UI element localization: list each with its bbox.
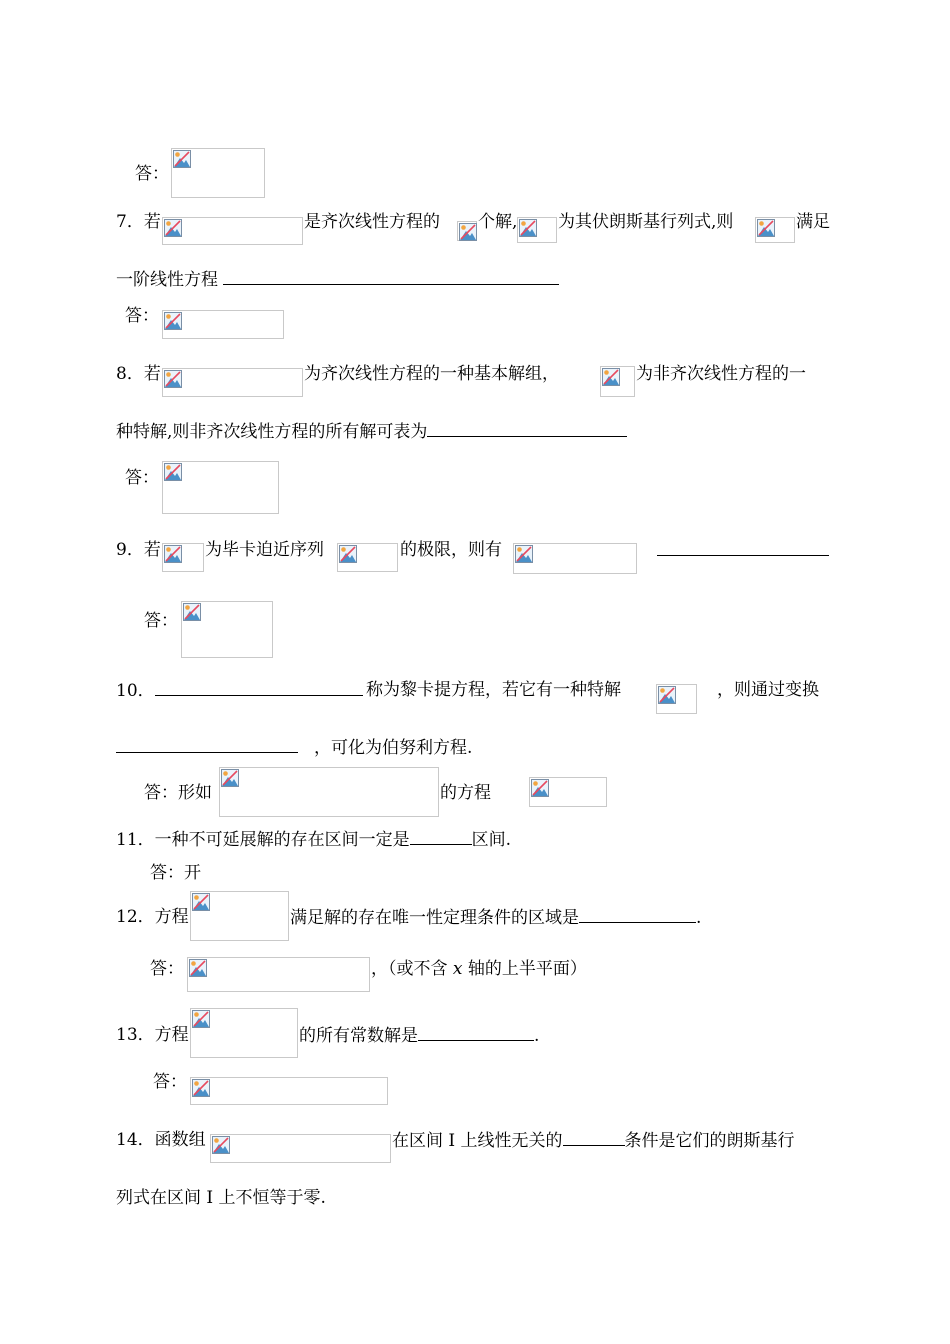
q11-answer: 答：开 bbox=[150, 863, 201, 883]
formula-image bbox=[190, 891, 289, 941]
broken-image-icon bbox=[339, 545, 357, 563]
broken-image-icon bbox=[519, 219, 537, 237]
question-text: 称为黎卡提方程，若它有一种特解 bbox=[366, 680, 621, 700]
formula-image bbox=[529, 777, 607, 807]
formula-image bbox=[656, 684, 697, 714]
q13-answer-label: 答： bbox=[153, 1072, 187, 1092]
q9-answer-label: 答： bbox=[144, 611, 178, 631]
broken-image-icon bbox=[221, 769, 239, 787]
question-8-line1: 8．若 bbox=[116, 364, 161, 384]
question-text: 为非齐次线性方程的一 bbox=[636, 364, 806, 384]
question-text: 个解, bbox=[478, 212, 518, 232]
formula-image bbox=[517, 217, 557, 243]
q10-answer-text: 的方程 bbox=[440, 783, 491, 803]
answer-blank bbox=[563, 1129, 625, 1146]
broken-image-icon bbox=[173, 150, 191, 168]
question-text: 满足 bbox=[796, 212, 830, 232]
question-10-line1: 10． bbox=[116, 679, 363, 702]
q10-answer-label: 答：形如 bbox=[144, 783, 212, 803]
formula-image bbox=[162, 217, 303, 245]
question-text: ，则通过变换 bbox=[717, 680, 819, 700]
formula-image bbox=[171, 148, 265, 198]
broken-image-icon bbox=[164, 312, 182, 330]
question-10-line2: ，可化为伯努利方程. bbox=[116, 736, 472, 759]
question-11: 11．一种不可延展解的存在区间一定是 区间. bbox=[116, 830, 512, 850]
formula-image bbox=[187, 957, 370, 992]
answer-blank bbox=[579, 906, 696, 923]
answer-blank-line bbox=[657, 539, 829, 562]
question-text: 为毕卡迫近序列 bbox=[205, 540, 324, 560]
formula-image bbox=[219, 767, 439, 817]
formula-image bbox=[181, 601, 273, 658]
broken-image-icon bbox=[757, 219, 775, 237]
broken-image-icon bbox=[189, 959, 207, 977]
answer-blank bbox=[155, 679, 363, 696]
formula-image bbox=[162, 461, 279, 514]
broken-image-icon bbox=[164, 370, 182, 388]
broken-image-icon bbox=[515, 545, 533, 563]
formula-image bbox=[210, 1134, 391, 1163]
question-9-line1: 9．若 bbox=[116, 540, 161, 560]
question-14-line2: 列式在区间 I 上不恒等于零. bbox=[116, 1188, 326, 1208]
formula-image bbox=[513, 543, 637, 574]
broken-image-icon bbox=[164, 219, 182, 237]
broken-image-icon bbox=[531, 779, 549, 797]
q8-answer-label: 答： bbox=[125, 468, 159, 488]
broken-image-icon bbox=[192, 1079, 210, 1097]
formula-image bbox=[162, 368, 303, 397]
answer-blank bbox=[410, 828, 472, 845]
broken-image-icon bbox=[192, 1010, 210, 1028]
question-text: 在区间 I 上线性无关的 条件是它们的朗斯基行 bbox=[392, 1131, 795, 1151]
question-text: 为齐次线性方程的一种基本解组， bbox=[304, 364, 559, 384]
broken-image-icon bbox=[183, 603, 201, 621]
question-7-line2: 一阶线性方程 bbox=[116, 268, 559, 291]
answer-blank bbox=[116, 736, 298, 753]
broken-image-icon bbox=[602, 368, 620, 386]
q12-answer-note: ，（或不含 x 轴的上半平面） bbox=[371, 959, 587, 979]
question-8-line2: 种特解,则非齐次线性方程的所有解可表为 bbox=[116, 420, 627, 443]
q6-answer-label: 答： bbox=[135, 164, 169, 184]
answer-blank bbox=[427, 420, 627, 437]
formula-image bbox=[600, 366, 635, 397]
question-text: 的所有常数解是 . bbox=[299, 1026, 540, 1046]
broken-image-icon bbox=[164, 545, 182, 563]
formula-image bbox=[190, 1008, 298, 1058]
question-text: 满足解的存在唯一性定理条件的区域是 . bbox=[290, 908, 702, 928]
formula-image bbox=[162, 310, 284, 339]
formula-image bbox=[162, 543, 204, 572]
question-14-line1: 14．函数组 bbox=[116, 1130, 206, 1150]
broken-image-icon bbox=[658, 686, 676, 704]
q12-answer-label: 答： bbox=[150, 959, 184, 979]
answer-blank bbox=[223, 268, 559, 285]
broken-image-icon bbox=[192, 893, 210, 911]
question-7-line1: 7．若 bbox=[116, 212, 161, 232]
broken-image-icon bbox=[164, 463, 182, 481]
formula-image bbox=[755, 217, 795, 243]
formula-image bbox=[457, 221, 477, 241]
formula-image bbox=[190, 1077, 388, 1105]
question-text: 为其伏朗斯基行列式,则 bbox=[558, 212, 734, 232]
question-text: 的极限，则有 bbox=[400, 540, 502, 560]
q7-answer-label: 答： bbox=[125, 306, 159, 326]
question-text: 是齐次线性方程的 bbox=[304, 212, 440, 232]
question-12-line1: 12．方程 bbox=[116, 907, 189, 927]
question-13-line1: 13．方程 bbox=[116, 1025, 189, 1045]
broken-image-icon bbox=[212, 1136, 230, 1154]
formula-image bbox=[337, 543, 398, 572]
broken-image-icon bbox=[459, 223, 477, 241]
answer-blank bbox=[418, 1024, 534, 1041]
